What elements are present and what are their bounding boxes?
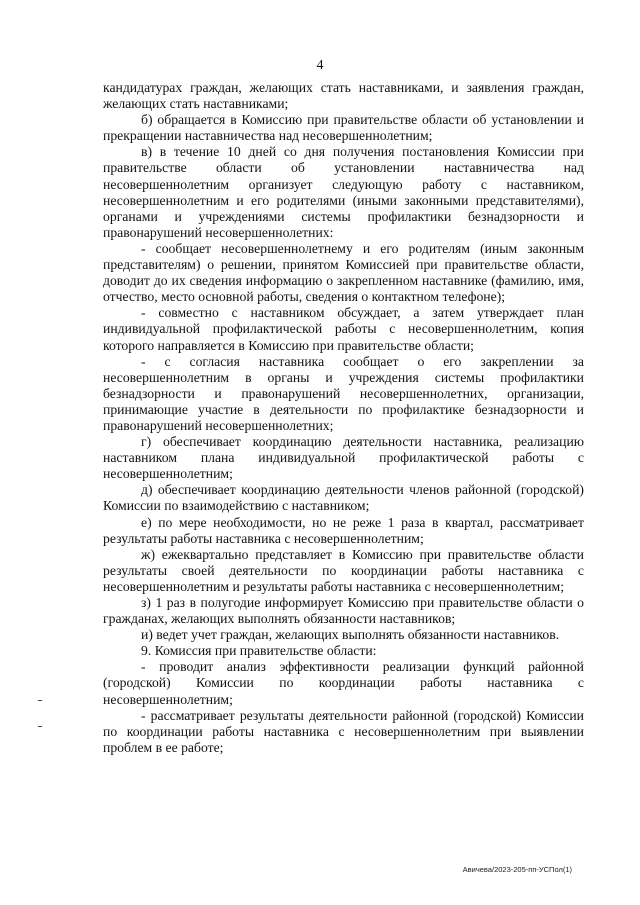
page-number: 4	[316, 58, 324, 73]
paragraph-zh: ж) ежеквартально представляет в Комиссию при правительстве области результаты своей деятельности по координации работы наставника с несовершеннолетним и результаты работы наставника с несовершеннолетним;	[103, 546, 584, 594]
paragraph-continuation: кандидатурах граждан, желающих стать наставниками, и заявления граждан, желающих стать наставниками;	[103, 80, 584, 112]
paragraph-v-item-3: - с согласия наставника сообщает о его закреплении за несовершеннолетним в органы и учреждения системы профилактики безнадзорности и правонарушений несовершеннолетних, организации, принимающие участие в деятельности по профилактике безнадзорности и правонарушений несовершеннолетних;	[103, 353, 584, 433]
footer-document-code: Авичева/2023-205-пп-УСПол(1)	[462, 865, 572, 874]
section-9-heading: 9. Комиссия при правительстве области:	[141, 643, 377, 659]
paragraph-v: в) в течение 10 дней со дня получения постановления Комиссии при правительстве области об установлении наставничества над несовершеннолетним организует следующую работу с наставником, несовершеннолетним и его родителями (иными законными представителями), органами и учреждениями системы профилактики безнадзорности и правонарушений несовершеннолетних:	[103, 144, 584, 240]
margin-scan-mark	[38, 726, 42, 727]
paragraph-v-item-2: - совместно с наставником обсуждает, а затем утверждает план индивидуальной профилактической работы с несовершеннолетним, копия которого направляется в Комиссию при правительстве области;	[103, 305, 584, 353]
paragraph-v-item-1: - сообщает несовершеннолетнему и его родителям (иным законным представителям) о решении, принятом Комиссией при правительстве области, доводит до их сведения информацию о закрепленном наставнике (фамилию, имя, отчество, место основной работы, сведения о контактном телефоне);	[103, 240, 584, 305]
section-9-item-2: - рассматривает результаты деятельности районной (городской) Комиссии по координации работы наставника с несовершеннолетним при выявлении проблем в ее работе;	[103, 707, 584, 755]
paragraph-d: д) обеспечивает координацию деятельности членов районной (городской) Комиссии по взаимодействию с наставником;	[103, 482, 584, 514]
document-body	[103, 80, 584, 756]
paragraph-i: и) ведет учет граждан, желающих выполнять обязанности наставников.	[141, 627, 560, 643]
section-9-item-1: - проводит анализ эффективности реализации функций районной (городской) Комиссии по координации работы наставника с несовершеннолетним;	[103, 659, 584, 707]
paragraph-e: е) по мере необходимости, но не реже 1 раза в квартал, рассматривает результаты работы наставника с несовершеннолетним;	[103, 514, 584, 546]
margin-scan-mark	[38, 700, 42, 701]
paragraph-b: б) обращается в Комиссию при правительстве области об установлении и прекращении наставничества над несовершеннолетним;	[103, 112, 584, 144]
paragraph-g: г) обеспечивает координацию деятельности наставника, реализацию наставником плана индивидуальной профилактической работы с несовершеннолетним;	[103, 434, 584, 482]
paragraph-z: з) 1 раз в полугодие информирует Комиссию при правительстве области о гражданах, желающих выполнять обязанности наставников;	[103, 595, 584, 627]
